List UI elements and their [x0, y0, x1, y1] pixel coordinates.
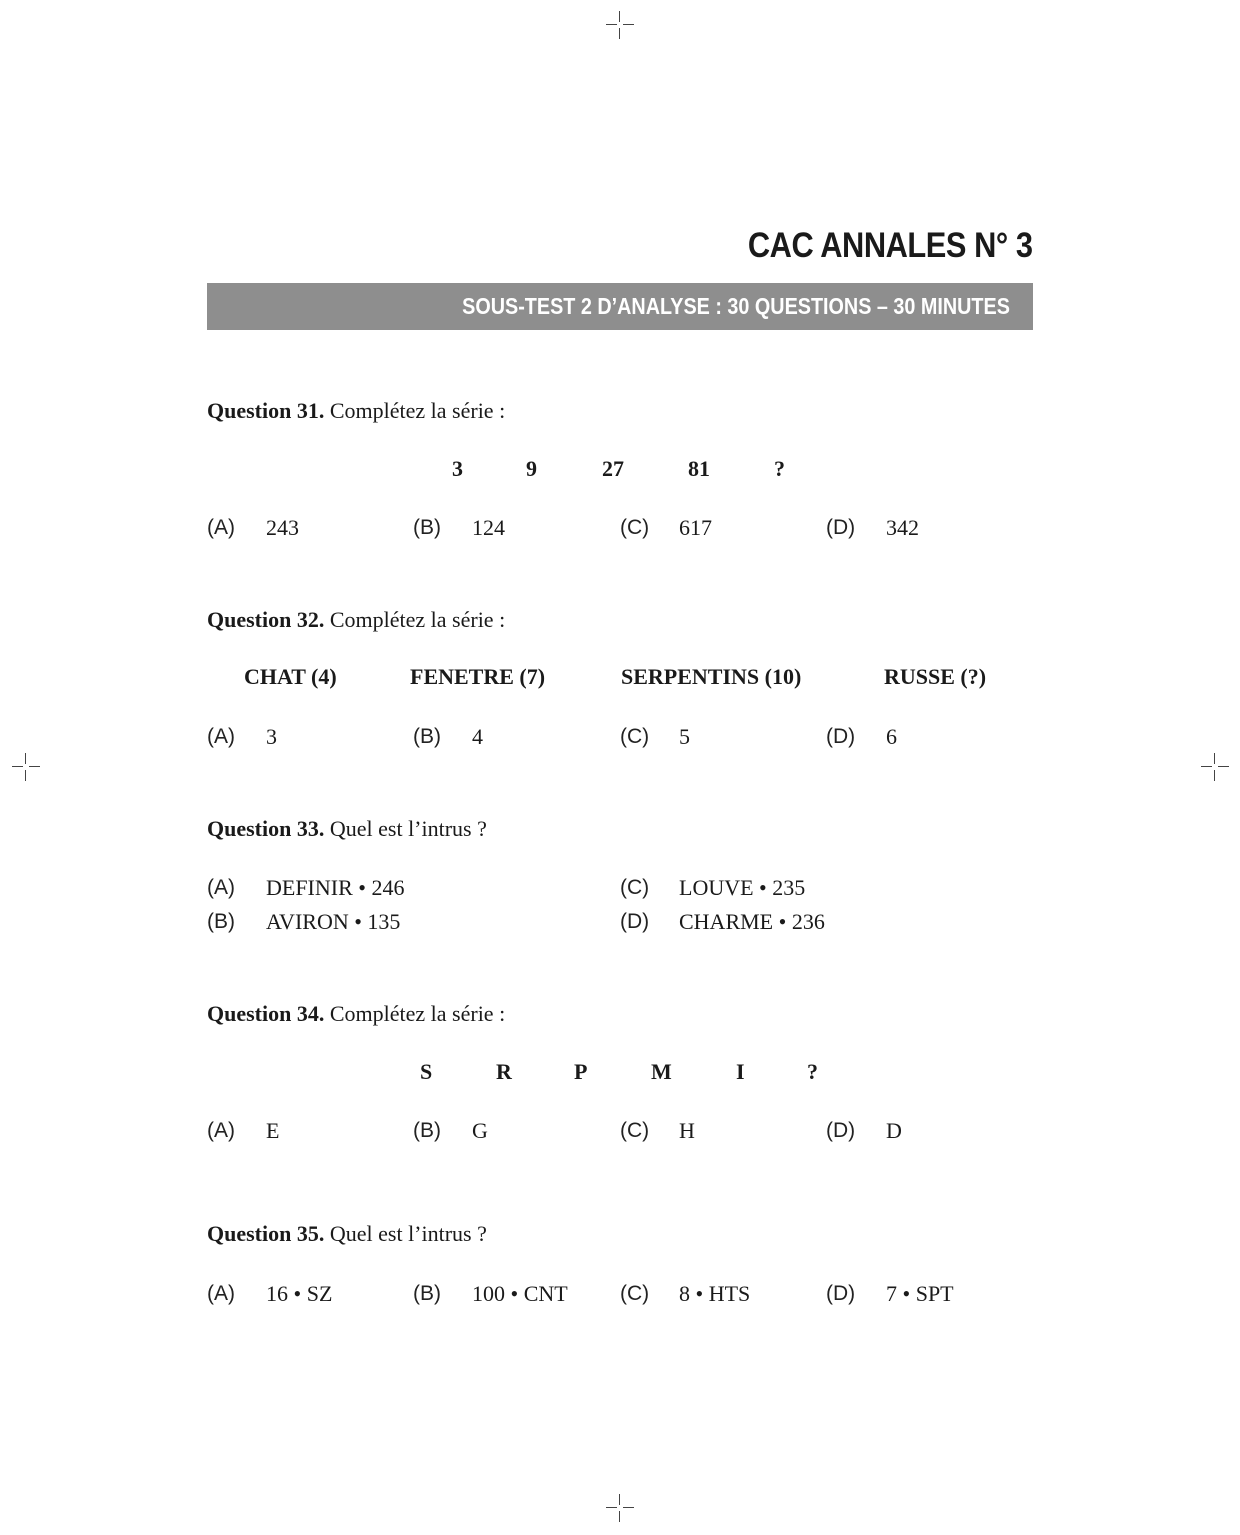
- option-c-letter: (C): [620, 1282, 650, 1305]
- option-b-value: 4: [472, 724, 483, 749]
- question-33: [207, 816, 487, 842]
- option-b-value: AVIRON • 135: [266, 909, 401, 934]
- sequence-item: R: [496, 1059, 512, 1084]
- option-a-value: 16 • SZ: [266, 1281, 333, 1306]
- option-c-value: H: [679, 1118, 695, 1143]
- sequence-item: 3: [452, 456, 463, 481]
- option-c-letter: (C): [620, 725, 650, 748]
- question-prompt: Complétez la série :: [329, 398, 506, 423]
- option-d-value: 342: [886, 515, 919, 540]
- question-prompt: Quel est l’intrus ?: [329, 816, 487, 841]
- question-31: [207, 398, 505, 424]
- question-prompt: Quel est l’intrus ?: [329, 1221, 487, 1246]
- option-c-letter: (C): [620, 1119, 650, 1142]
- question-label: Question 33.: [207, 816, 325, 841]
- option-c-value: LOUVE • 235: [679, 875, 806, 900]
- option-b-value: G: [472, 1118, 488, 1143]
- option-b-letter: (B): [207, 910, 235, 933]
- crop-mark-bottom: [606, 1494, 634, 1522]
- question-34: [207, 1001, 505, 1027]
- sequence-item: S: [420, 1059, 433, 1084]
- option-d-value: D: [886, 1118, 902, 1143]
- option-b-value: 100 • CNT: [472, 1281, 568, 1306]
- option-d-letter: (D): [826, 725, 856, 748]
- option-d-letter: (D): [620, 910, 650, 933]
- option-b-value: 124: [472, 515, 505, 540]
- option-d-value: 7 • SPT: [886, 1281, 954, 1306]
- option-a-value: DEFINIR • 246: [266, 875, 405, 900]
- sequence-item: SERPENTINS (10): [621, 664, 802, 689]
- sequence-item: ?: [807, 1059, 818, 1084]
- option-a-value: 243: [266, 515, 299, 540]
- option-a-letter: (A): [207, 1119, 235, 1142]
- question-label: Question 35.: [207, 1221, 325, 1246]
- option-d-letter: (D): [826, 1119, 856, 1142]
- option-a-letter: (A): [207, 725, 235, 748]
- option-c-value: 5: [679, 724, 690, 749]
- sequence-item: RUSSE (?): [884, 664, 987, 689]
- option-c-value: 8 • HTS: [679, 1281, 751, 1306]
- crop-mark-right: [1201, 753, 1229, 781]
- question-label: Question 32.: [207, 607, 325, 632]
- option-d-value: 6: [886, 724, 897, 749]
- crop-mark-top: [606, 11, 634, 39]
- question-35: [207, 1221, 487, 1247]
- option-c-letter: (C): [620, 516, 650, 539]
- option-d-letter: (D): [826, 1282, 856, 1305]
- question-label: Question 34.: [207, 1001, 325, 1026]
- page-title: CAC ANNALES N° 3: [748, 226, 1033, 265]
- option-a-letter: (A): [207, 876, 235, 899]
- option-a-value: E: [266, 1118, 280, 1143]
- sequence-item: FENETRE (7): [410, 664, 546, 689]
- option-a-letter: (A): [207, 516, 235, 539]
- option-c-letter: (C): [620, 876, 650, 899]
- option-c-value: 617: [679, 515, 712, 540]
- sequence-item: M: [651, 1059, 672, 1084]
- sequence-item: 27: [602, 456, 624, 481]
- question-prompt: Complétez la série :: [329, 607, 506, 632]
- option-a-value: 3: [266, 724, 277, 749]
- option-d-letter: (D): [826, 516, 856, 539]
- option-a-letter: (A): [207, 1282, 235, 1305]
- option-b-letter: (B): [413, 725, 441, 748]
- sequence-item: ?: [774, 456, 785, 481]
- sequence-item: P: [574, 1059, 588, 1084]
- option-b-letter: (B): [413, 516, 441, 539]
- sequence-item: 9: [526, 456, 537, 481]
- option-b-letter: (B): [413, 1119, 441, 1142]
- sequence-item: 81: [688, 456, 710, 481]
- question-label: Question 31.: [207, 398, 325, 423]
- crop-mark-left: [12, 753, 40, 781]
- section-banner-text: SOUS-TEST 2 D’ANALYSE : 30 QUESTIONS – 30 MINUTES: [462, 293, 1010, 319]
- section-banner: [207, 283, 1033, 330]
- sequence-item: CHAT (4): [244, 664, 337, 689]
- question-prompt: Complétez la série :: [329, 1001, 506, 1026]
- option-b-letter: (B): [413, 1282, 441, 1305]
- question-32: [207, 607, 505, 633]
- option-d-value: CHARME • 236: [679, 909, 825, 934]
- sequence-item: I: [736, 1059, 745, 1084]
